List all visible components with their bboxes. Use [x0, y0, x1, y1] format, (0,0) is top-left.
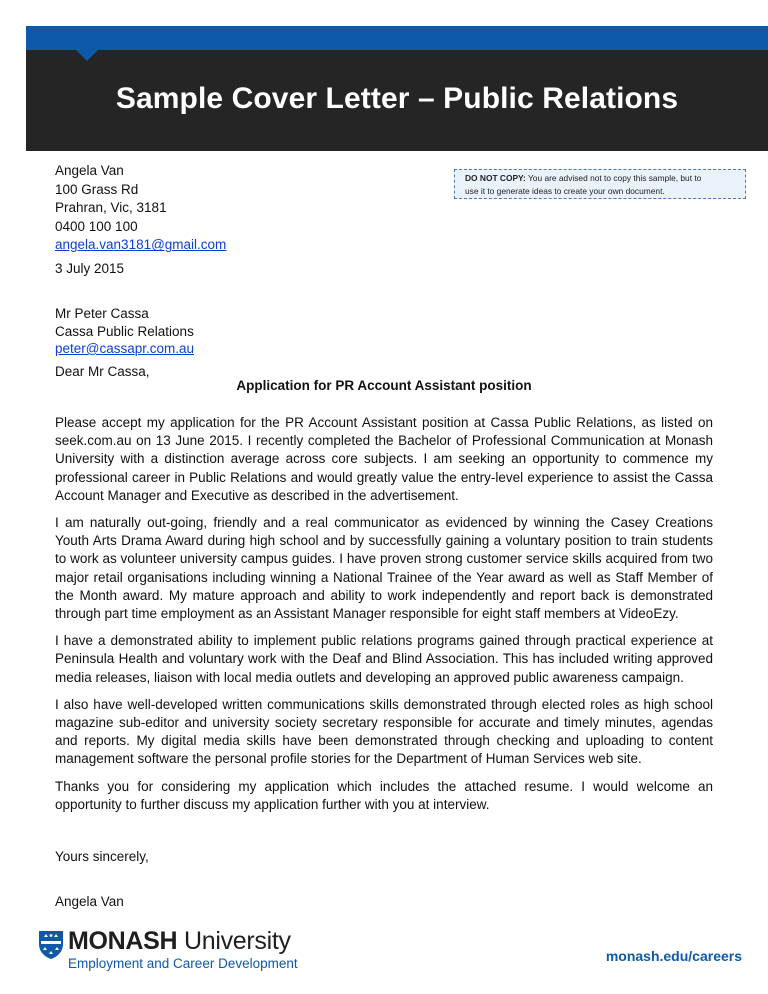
notice-line-1: You are advised not to copy this sample, but to — [527, 173, 702, 183]
body-paragraph-3: I have a demonstrated ability to implement public relations programs gained through practical experience at Peninsula Health and voluntary work with the Deaf and Blind Association. This has included writing approved media releases, liaison with local media outlets and developing an approved public awareness campaign. — [55, 633, 713, 685]
closing-phrase: Yours sincerely, — [55, 849, 149, 864]
sender-address-block — [55, 162, 226, 255]
sender-name: Angela Van — [55, 163, 124, 178]
sender-street: 100 Grass Rd — [55, 181, 139, 197]
monash-logo — [38, 928, 298, 971]
careers-url[interactable]: monash.edu/careers — [605, 948, 742, 964]
recipient-email-link[interactable]: peter@cassapr.com.au — [55, 341, 195, 356]
sender-email-link[interactable]: angela.van3181@gmail.com — [55, 237, 227, 253]
recipient-name: Mr Peter Cassa — [55, 306, 149, 321]
salutation: Dear Mr Cassa, — [55, 364, 150, 379]
signature-name: Angela Van — [55, 894, 124, 909]
do-not-copy-notice — [454, 169, 746, 199]
recipient-company: Cassa Public Relations — [55, 323, 194, 339]
sender-phone: 0400 100 100 — [55, 218, 138, 234]
header-notch — [76, 50, 98, 61]
title-banner — [26, 50, 768, 151]
letter-date: 3 July 2015 — [55, 261, 125, 276]
recipient-block — [55, 305, 194, 358]
body-paragraph-5: Thanks you for considering my application which includes the attached resume. I would welcome an opportunity to further discuss my application further with you at interview. — [55, 778, 713, 812]
monash-crest-icon — [38, 930, 64, 960]
notice-label: DO NOT COPY: — [465, 173, 526, 183]
page-title: Sample Cover Letter – Public Relations — [115, 82, 679, 115]
subject-line: Application for PR Account Assistant position — [236, 378, 532, 393]
header-accent-strip — [26, 26, 768, 50]
brand-tagline: Employment and Career Development — [68, 956, 298, 971]
body-paragraph-4: I also have well-developed written communications skills demonstrated through elected roles as high school magazine sub-editor and university society secretary responsible for accurate and timely minutes, agendas and reports. My digital media skills have been demonstrated through checking and uploading to content management software the personal profile stories for the Department of Human Services web site. — [55, 696, 713, 767]
sender-suburb: Prahran, Vic, 3181 — [55, 200, 167, 216]
notice-line-2: use it to generate ideas to create your own document. — [465, 186, 665, 196]
letter-body — [55, 414, 713, 823]
body-paragraph-1: Please accept my application for the PR Account Assistant position at Cassa Public Relations, as listed on seek.com.au on 13 June 2015. I recently completed the Bachelor of Professional Communication at Monash University with a distinction average across core subjects. I am seeking an opportunity to commence my professional career in Public Relations and would greatly value the entry-level experience to assist the Cassa Account Manager and Executive as described in the advertisement. — [55, 415, 713, 503]
brand-wordmark: MONASH University — [68, 927, 291, 955]
body-paragraph-2: I am naturally out-going, friendly and a real communicator as evidenced by winning the Casey Creations Youth Arts Drama Award during high school and by successfully gaining a voluntary position to train students to work as volunteer university campus guides. I have proven strong customer service skills acquired from two major retail organisations including winning a National Trainee of the Year award as well as Staff Member of the Month award. My mature approach and ability to work independently and report back is demonstrated through part time employment as an Assistant Manager responsible for eight staff members at VideoEzy. — [55, 515, 713, 622]
